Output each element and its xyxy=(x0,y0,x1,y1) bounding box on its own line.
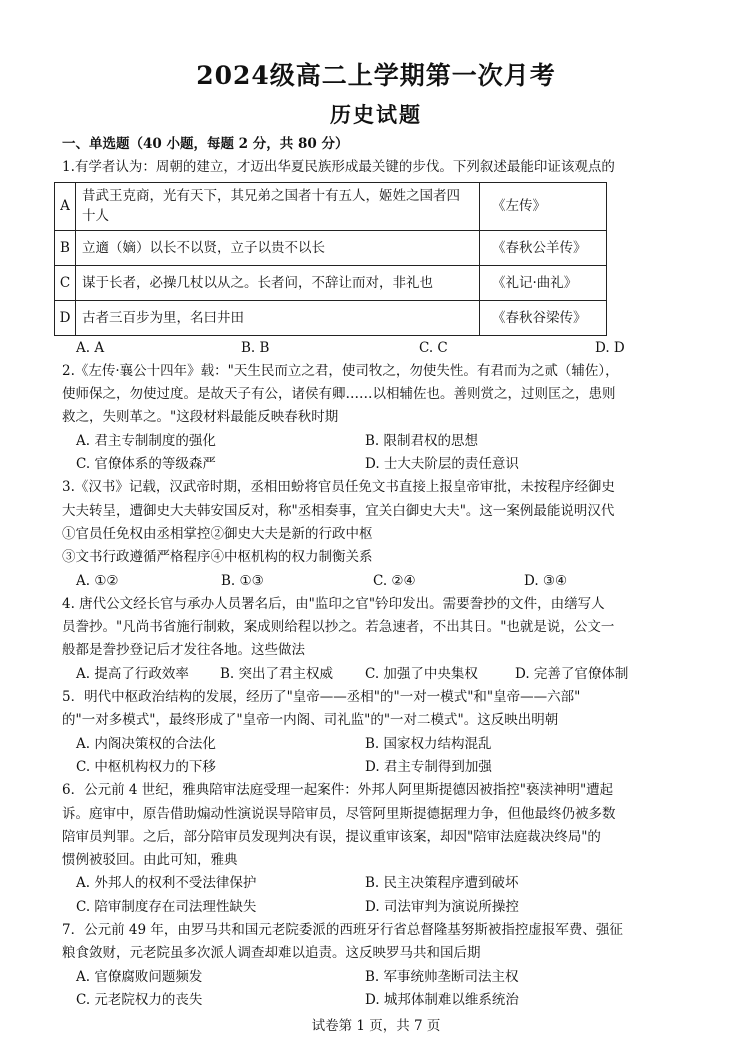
row-text: 立適（嫡）以长不以贤，立子以贵不以长 xyxy=(76,230,480,265)
question-stem: 1.有学者认为：周朝的建立，才迈出华夏民族形成最关键的步伐。下列叙述最能印证该观点的 xyxy=(62,159,615,176)
row-key: D xyxy=(55,300,76,335)
option: C. 元老院权力的丧失 xyxy=(76,991,203,1008)
row-key: C xyxy=(55,265,76,300)
question-text-line: 惯例被驳回。由此可知，雅典 xyxy=(62,852,238,869)
option: A. 内阁决策权的合法化 xyxy=(76,735,216,752)
question-2 xyxy=(62,360,702,476)
option: A. 君主专制制度的强化 xyxy=(76,432,216,449)
option: B. 突出了君主权威 xyxy=(220,665,334,682)
question-text-line: 员誊抄。"凡尚书省施行制敕，案成则给程以抄之。若急速者，不出其日。"也就是说，公文一 xyxy=(62,619,615,636)
question-7 xyxy=(62,919,702,1012)
row-source: 《春秋公羊传》 xyxy=(480,230,607,265)
option: C. 陪审制度存在司法理性缺失 xyxy=(76,898,257,915)
option: C. 加强了中央集权 xyxy=(365,665,478,682)
question-text-line: 粮食敛财，元老院虽多次派人调查却难以追责。这反映罗马共和国后期 xyxy=(62,945,481,962)
option: B. 国家权力结构混乱 xyxy=(365,735,492,752)
question-6-options xyxy=(62,896,702,919)
row-source: 《礼记·曲礼》 xyxy=(480,265,607,300)
question-6-options xyxy=(62,872,702,895)
option: D. ③④ xyxy=(524,572,568,589)
table-row xyxy=(55,230,607,265)
row-text: 古者三百步为里，名曰井田 xyxy=(76,300,480,335)
question-6 xyxy=(62,779,702,919)
question-4 xyxy=(62,593,702,686)
option: A. 官僚腐败问题频发 xyxy=(76,968,203,985)
exam-subtitle: 历史试题 xyxy=(330,102,422,127)
question-text-line: 救之，失则革之。"这段材料最能反映春秋时期 xyxy=(62,409,339,426)
row-source: 《左传》 xyxy=(480,182,607,230)
option: A. 外邦人的权利不受法律保护 xyxy=(76,875,257,892)
option: D. 城邦体制难以维系统治 xyxy=(365,991,519,1008)
option: B. ①③ xyxy=(221,572,264,589)
option: D. 司法审判为演说所操控 xyxy=(365,898,519,915)
question-1-options xyxy=(62,337,702,360)
question-text-line: 的"一对多模式"，最终形成了"皇帝一内阁、司礼监"的"一对二模式"。这反映出明朝 xyxy=(62,712,559,729)
option: D. 完善了官僚体制 xyxy=(515,665,629,682)
question-text-line: 诉。庭审中，原告借助煽动性演说误导陪审员，尽管阿里斯提德据理力争，但他最终仍被多数 xyxy=(62,805,616,822)
question-5 xyxy=(62,686,702,779)
question-7-options xyxy=(62,966,702,989)
question-text-line: 陪审员判罪。之后，部分陪审员发现判决有误，提议重审该案，却因"陪审法庭裁决终局"的 xyxy=(62,828,601,845)
row-source: 《春秋谷梁传》 xyxy=(480,300,607,335)
question-2-options xyxy=(62,430,702,453)
question-5-options xyxy=(62,733,702,756)
row-key: B xyxy=(55,230,76,265)
option: D. 君主专制得到加强 xyxy=(365,758,492,775)
option: B. B xyxy=(241,339,270,356)
table-row xyxy=(55,182,607,230)
option: C. ②④ xyxy=(373,572,416,589)
question-text-line: 5．明代中枢政治结构的发展，经历了"皇帝——丞相"的"一对一模式"和"皇帝——六部" xyxy=(62,689,581,706)
option: D. 士大夫阶层的责任意识 xyxy=(365,456,519,473)
option: A. A xyxy=(76,339,105,356)
question-7-options xyxy=(62,989,702,1012)
option: A. ①② xyxy=(76,572,119,589)
question-text-line: ①官员任免权由丞相掌控②御史大夫是新的行政中枢 xyxy=(62,525,373,542)
table-row xyxy=(55,265,607,300)
row-text: 谋于长者，必操几杖以从之。长者问，不辞让而对，非礼也 xyxy=(76,265,480,300)
question-text-line: 2.《左传·襄公十四年》载："天生民而立之君，使司牧之，勿使失性。有君而为之贰（辅佐）， xyxy=(62,362,619,379)
row-key: A xyxy=(55,182,76,230)
exam-title: 2024级高二上学期第一次月考 xyxy=(196,61,556,90)
question-text-line: 大夫转呈，遭御史大夫韩安国反对，称"丞相奏事，宜关白御史大夫"。这一案例最能说明汉代 xyxy=(62,502,615,519)
question-text-line: 般都是誊抄登记后才发往各地。这些做法 xyxy=(62,642,305,659)
option: B. 民主决策程序遭到破坏 xyxy=(365,875,519,892)
question-text-line: ③文书行政遵循严格程序④中枢机构的权力制衡关系 xyxy=(62,549,373,566)
question-text-line: 6．公元前 4 世纪，雅典陪审法庭受理一起案件：外邦人阿里斯提德因被指控"亵渎神明"遭起 xyxy=(62,782,614,799)
question-3 xyxy=(62,476,702,592)
exam-content xyxy=(59,131,702,1012)
question-4-options xyxy=(62,663,702,686)
question-3-options xyxy=(62,570,702,593)
option: C. 官僚体系的等级森严 xyxy=(76,456,216,473)
table-row xyxy=(55,300,607,335)
question-text-line: 7．公元前 49 年，由罗马共和国元老院委派的西班牙行省总督隆基努斯被指控虚报军费、强征 xyxy=(62,922,623,939)
option: C. 中枢机构权力的下移 xyxy=(76,758,216,775)
option: D. D xyxy=(595,339,625,356)
option: A. 提高了行政效率 xyxy=(76,665,189,682)
question-5-options xyxy=(62,756,702,779)
option: B. 军事统帅垄断司法主权 xyxy=(365,968,519,985)
option: C. C xyxy=(419,339,448,356)
question-text-line: 3.《汉书》记载，汉武帝时期，丞相田蚡将官员任免文书直接上报皇帝审批，未按程序经御史 xyxy=(62,479,615,496)
page-footer: 试卷第 1 页，共 7 页 xyxy=(311,1018,441,1034)
question-1 xyxy=(59,156,702,360)
question-2-options xyxy=(62,453,702,476)
question-1-table xyxy=(54,182,607,336)
question-text-line: 使师保之，勿使过度。是故天子有公，诸侯有卿……以相辅佐也。善则赏之，过则匡之，患则 xyxy=(62,386,616,403)
question-text-line: 4. 唐代公文经长官与承办人员署名后，由"监印之官"钤印发出。需要誊抄的文件，由缮写人 xyxy=(62,595,605,612)
option: B. 限制君权的思想 xyxy=(365,432,479,449)
row-text: 昔武王克商，光有天下，其兄弟之国者十有五人，姬姓之国者四十人 xyxy=(76,182,480,230)
section-heading: 一、单选题（40 小题，每题 2 分，共 80 分） xyxy=(62,136,349,152)
